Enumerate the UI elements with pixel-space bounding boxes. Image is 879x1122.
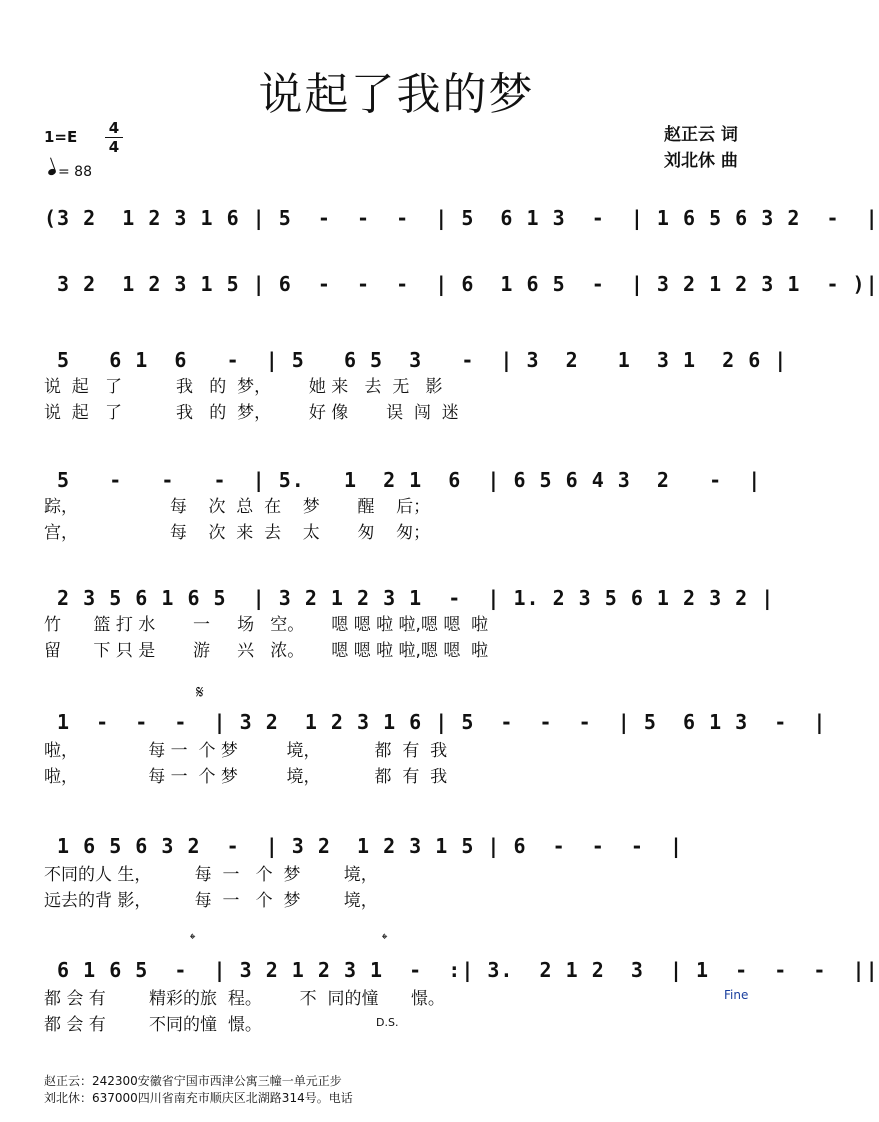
song-title: 说起了我的梦 <box>258 69 535 120</box>
segno-icon: 𝄋 <box>196 682 204 703</box>
lyrics-verse-2: 说 起 了 我 的 梦， 好 像 误 闯 迷 <box>44 403 459 423</box>
lyrics-verse-1: 啦， 每 一 个 梦 境， 都 有 我 <box>44 741 448 761</box>
notes-line: (3 2 1 2 3 1 6 | 5 - - - | 5 6 1 3 - | 1 6 5 6 3 2 - | <box>44 206 879 230</box>
credits <box>664 122 738 174</box>
tempo-value: = 88 <box>58 164 92 180</box>
lyrics-verse-1: 竹 篮 打 水 一 场 空。 嗯 嗯 啦 啦,嗯 嗯 啦 <box>44 615 489 635</box>
system-8 <box>0 930 879 1062</box>
lyrics-verse-2: 宫， 每 次 来 去 太 匆 匆； <box>44 523 431 543</box>
footer-line-1: 赵正云：242300安徽省宁国市西津公寓三幢一单元正步 <box>44 1074 342 1088</box>
system-7 <box>0 828 793 938</box>
lyrics-verse-1: 踪， 每 次 总 在 梦 醒 后； <box>44 497 431 517</box>
meter-bottom: 4 <box>108 138 120 156</box>
system-5 <box>0 580 793 690</box>
coda-icon: 𝄌 <box>382 930 388 948</box>
notes-line: 2 3 5 6 1 6 5 | 3 2 1 2 3 1 - | 1. 2 3 5 6 1 2 3 2 | <box>44 586 775 610</box>
tempo-marking <box>48 164 92 180</box>
time-signature <box>103 120 125 155</box>
lyrics-verse-1: 都 会 有 精彩的旅 程。 不 同的憧 憬。 <box>44 989 445 1009</box>
lyrics-verse-2: 都 会 有 不同的憧 憬。 <box>44 1015 262 1035</box>
composer: 刘北休 曲 <box>664 151 738 171</box>
footer-contacts <box>44 1073 353 1107</box>
quarter-note-icon <box>47 168 57 176</box>
lyrics-verse-2: 啦， 每 一 个 梦 境， 都 有 我 <box>44 767 448 787</box>
system-3 <box>0 342 793 452</box>
notes-line: 5 6 1 6 - | 5 6 5 3 - | 3 2 1 3 1 2 6 | <box>44 348 788 372</box>
system-4 <box>0 462 793 572</box>
notes-line: 1 - - - | 3 2 1 2 3 1 6 | 5 - - - | 5 6 1 3 - | <box>44 710 827 734</box>
system-6 <box>0 682 827 814</box>
lyricist: 赵正云 词 <box>664 125 738 145</box>
notes-line: 3 2 1 2 3 1 5 | 6 - - - | 6 1 6 5 - | 3 2 1 2 3 1 - )| <box>44 272 879 296</box>
ds-marking: D.S. <box>376 1016 399 1029</box>
lyrics-verse-2: 留 下 只 是 游 兴 浓。 嗯 嗯 啦 啦,嗯 嗯 啦 <box>44 641 489 661</box>
meter-top: 4 <box>108 119 120 137</box>
coda-icon: 𝄌 <box>190 930 196 948</box>
notes-line: 5 - - - | 5. 1 2 1 6 | 6 5 6 4 3 2 - | <box>44 468 762 492</box>
lyrics-verse-1: 不同的人 生， 每 一 个 梦 境， <box>44 865 378 885</box>
fine-marking: Fine <box>724 988 749 1002</box>
footer-line-2: 刘北休：637000四川省南充市顺庆区北湖路314号。电话 <box>44 1091 353 1105</box>
key-signature: 1=E <box>44 128 78 146</box>
lyrics-verse-1: 说 起 了 我 的 梦， 她 来 去 无 影 <box>44 377 443 397</box>
notes-line: 1 6 5 6 3 2 - | 3 2 1 2 3 1 5 | 6 - - - | <box>44 834 684 858</box>
notes-line: 6 1 6 5 - | 3 2 1 2 3 1 - :| 3. 2 1 2 3 | 1 - - - || <box>44 958 879 982</box>
lyrics-verse-2: 远去的背 影， 每 一 个 梦 境， <box>44 891 378 911</box>
